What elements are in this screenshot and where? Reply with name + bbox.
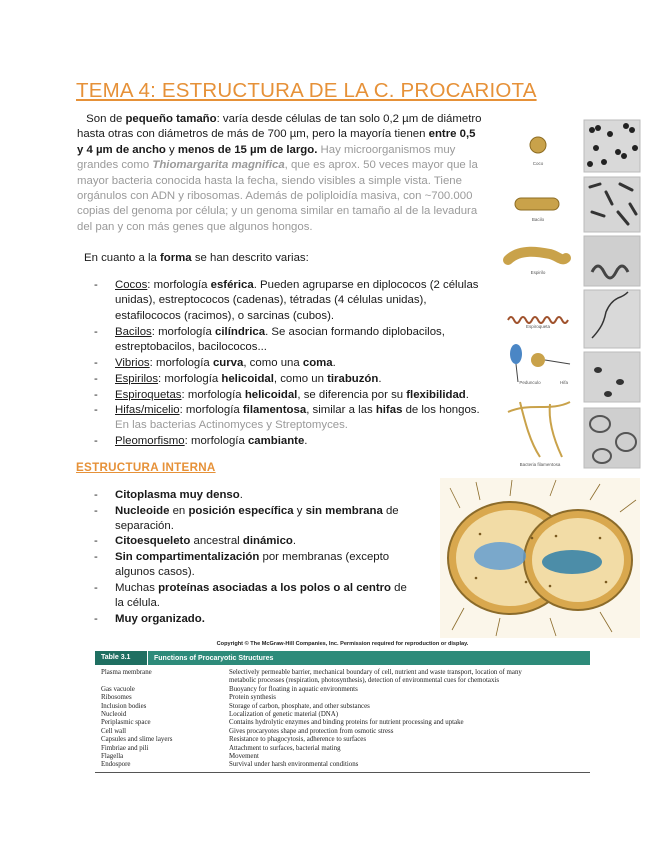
text: de: [391, 582, 407, 594]
structure-name: Plasma membrane: [101, 669, 152, 676]
forma-intro: [84, 251, 309, 266]
list-item-espiroquetas: [115, 388, 469, 403]
text: flexibilidad: [406, 389, 466, 401]
hifa-line: [545, 360, 570, 364]
hifa-label: Hifa: [559, 380, 569, 385]
text: esférica: [210, 279, 254, 291]
structure-function: Protein synthesis: [229, 694, 276, 702]
table-row: [95, 753, 590, 761]
table-heading: Functions of Procaryotic Structures: [154, 654, 274, 662]
espirilo-label: Espirilo: [530, 270, 546, 275]
text: .: [304, 435, 308, 447]
text: Thiomargarita magnifica: [152, 159, 285, 172]
text: copias del genoma por célula; y un genoma similar en tamaño al de la levadura: [77, 205, 478, 218]
structure-name: [95, 677, 229, 685]
list-item-pleomorfismo: [115, 434, 307, 449]
text: filamentosa: [242, 404, 307, 416]
bullet: -: [94, 326, 98, 338]
text: curva: [212, 357, 244, 369]
text: Pleomorfismo: [115, 435, 185, 447]
structure-function: Survival under harsh environmental conditions: [229, 761, 359, 769]
table-row: [95, 669, 590, 677]
espiroqueta-drawing: [508, 317, 568, 323]
structure-name: Cell wall: [101, 727, 127, 735]
structure-function: Gives procaryotes shape and protection from osmotic stress: [229, 727, 394, 735]
table-tag: Table 3.1: [95, 651, 148, 665]
list-item: [115, 550, 389, 581]
text: .: [465, 389, 469, 401]
text: de: [382, 505, 399, 517]
bullet: -: [94, 489, 98, 501]
list-item-hifas: [115, 403, 480, 434]
table-bottom-rule: [95, 772, 590, 773]
pedunculo-label: Pedunculo: [519, 380, 541, 385]
text: : varía desde células de tan solo 0,2 µm de diámetro: [216, 113, 482, 125]
hifa-bud: [531, 353, 545, 367]
text: mayor bacteria conocida hasta la fecha, siendo visibles a simple vista. Tiene: [77, 174, 462, 187]
pedunculo-stalk: [516, 364, 518, 382]
text: . Pueden agruparse en diplococos (2 células: [253, 279, 479, 291]
nucleoid-left: [474, 542, 526, 570]
text: entre 0,5: [428, 128, 476, 141]
text: forma: [160, 252, 192, 264]
structure-function: Movement: [229, 753, 259, 761]
structure-function: Localization of genetic material (DNA): [229, 711, 339, 719]
text: y: [293, 505, 306, 517]
bullet: -: [94, 582, 98, 594]
bullet: -: [94, 389, 98, 401]
bullet: -: [94, 435, 98, 447]
table-row: [95, 761, 590, 769]
text: estafilococos (racimos), o sarcinas (cubos).: [115, 309, 335, 322]
text: Hay microorganismos muy: [317, 143, 456, 156]
text: cilíndrica: [215, 326, 266, 338]
text: Hifas/micelio: [115, 404, 180, 416]
text: : morfología: [179, 404, 243, 416]
bacilo-drawing: [515, 198, 559, 210]
text: .: [378, 373, 382, 385]
table-row: [95, 703, 590, 711]
pedunculo-drawing: [510, 344, 522, 364]
text: coma: [302, 357, 333, 369]
structure-function: Storage of carbon, phosphate, and other substances: [229, 702, 370, 710]
text: y: [165, 143, 178, 156]
table-row: [95, 686, 590, 694]
text: En cuanto a la: [84, 252, 160, 264]
structure-name: Inclusion bodies: [101, 702, 147, 710]
text: : morfología: [158, 373, 222, 385]
table-row: [95, 719, 590, 727]
text: unidas), estreptococos (cadenas), tétradas (4 células unidas),: [115, 294, 427, 307]
bullet: -: [94, 404, 98, 416]
structure-function: Contains hydrolytic enzymes and binding proteins for nutrient processing and uptake: [229, 719, 464, 727]
micrograph-hifas: [584, 352, 640, 402]
text: cambiante: [247, 435, 305, 447]
structure-name: Gas vacuole: [101, 685, 135, 693]
bullet: -: [94, 535, 98, 547]
text: hasta otras con diámetros de más de 700 µm, pero la mayoría tienen: [77, 128, 429, 141]
table-row: [95, 677, 590, 685]
text: y 4 µm de ancho: [77, 143, 166, 156]
text: separación.: [115, 520, 174, 533]
intro-paragraph: [77, 112, 513, 235]
cell-structure-figure: [440, 478, 640, 638]
list-item: [115, 488, 243, 503]
text: la célula.: [115, 597, 160, 610]
table-row: [95, 711, 590, 719]
text: : morfología: [151, 326, 216, 338]
list-item-vibrios: [115, 356, 336, 371]
table-row: [95, 728, 590, 736]
bullet: -: [94, 279, 98, 291]
filamentosa-drawing: [508, 402, 570, 457]
espirilo-drawing: [508, 252, 566, 260]
text: , se diferencia por su: [297, 389, 407, 401]
list-item: [115, 581, 407, 612]
structure-name: Capsules and slime layers: [101, 736, 173, 744]
text: Sin compartimentalización: [115, 551, 260, 563]
bullet: -: [94, 357, 98, 369]
text: algunos casos).: [115, 566, 195, 579]
text: por membranas (excepto: [259, 551, 390, 563]
text: estreptobacilos, bacilococos...: [115, 341, 267, 354]
table-body: [95, 665, 590, 770]
text: sin membrana: [305, 505, 383, 517]
structure-name: Fimbriae and pili: [101, 744, 149, 752]
copyright-note: Copyright © The McGraw-Hill Companies, Inc. Permission required for reproduction or display.: [216, 641, 469, 647]
text: ancestral: [190, 535, 243, 547]
text: orgánulos con ADN y ribosomas. Además de poliploidía masiva, con ~700.000: [77, 190, 473, 203]
list-item: Muy organizado.: [115, 613, 205, 625]
structure-name: Ribosomes: [101, 694, 132, 702]
list-item: [115, 504, 399, 535]
text: .: [332, 357, 336, 369]
espiroqueta-label: Espiroqueta: [525, 324, 551, 329]
filamentosa-label: Bacteria filamentosa: [519, 462, 561, 467]
text: Bacilos: [115, 326, 152, 338]
text: Citoesqueleto: [115, 535, 191, 547]
text: pequeño tamaño: [125, 113, 217, 125]
structure-function: Selectively permeable barrier, mechanical boundary of cell, nutrient and waste transport, location of many: [229, 669, 522, 676]
text: : morfología: [149, 357, 213, 369]
text: helicoidal: [221, 373, 274, 385]
text: en: [169, 505, 189, 517]
text: , que es aprox. 50 veces mayor que la: [284, 159, 478, 172]
bullet: -: [94, 613, 98, 625]
bacterial-shapes-figure: [500, 112, 650, 472]
text: . Se asocian formando diplobacilos,: [265, 326, 445, 338]
text: de los hongos.: [402, 404, 480, 416]
text: helicoidal: [244, 389, 298, 401]
text: del pan y con más genes que algunos hongos.: [77, 220, 313, 233]
text: : morfología: [147, 279, 211, 291]
text: Son de: [86, 113, 126, 125]
text: tirabuzón: [327, 373, 379, 385]
text: Cocos: [115, 279, 148, 291]
bullet: -: [94, 505, 98, 517]
bullet: -: [94, 373, 98, 385]
text: Espiroquetas: [115, 389, 182, 401]
text: Vibrios: [115, 357, 150, 369]
structure-function: Buoyancy for floating in aquatic environments: [229, 685, 358, 693]
text: , como un: [273, 373, 328, 385]
structure-name: Nucleoid: [101, 711, 127, 719]
structure-name: Flagella: [101, 753, 124, 761]
coco-drawing: [530, 137, 546, 153]
text: .: [239, 489, 243, 501]
bacilo-label: Bacilo: [531, 217, 545, 222]
coco-label: Coco: [532, 161, 544, 166]
text: , como una: [243, 357, 303, 369]
text: se han descrito varias:: [191, 252, 309, 264]
list-item-espirilos: [115, 372, 382, 387]
structure-function: Attachment to surfaces, bacterial mating: [229, 744, 341, 752]
micrograph-filamentosa: [584, 408, 640, 468]
text: proteínas asociadas a los polos o al centro: [158, 582, 392, 594]
text: hifas: [375, 404, 403, 416]
structure-function: metabolic processes (respiration, photosynthesis), detection of environmental cues for chemotaxis: [229, 677, 499, 685]
text: posición específica: [188, 505, 294, 517]
list-item-cocos: [115, 278, 505, 324]
text: grandes como: [77, 159, 153, 172]
page-title: TEMA 4: ESTRUCTURA DE LA C. PROCARIOTA: [76, 79, 537, 102]
structure-name: Periplasmic space: [101, 719, 151, 727]
list-item-bacilos: [115, 325, 505, 356]
text: En las bacterias Actinomyces y Streptomyces.: [115, 419, 348, 432]
text: : morfología: [184, 435, 248, 447]
micrograph-espiroquetas: [584, 290, 640, 348]
text: dinámico: [242, 535, 293, 547]
list-item: [115, 534, 296, 549]
text: menos de 15 µm de largo.: [177, 143, 318, 156]
table-row: [95, 736, 590, 744]
table-row: [95, 694, 590, 702]
table-header: [95, 651, 590, 665]
text: Citoplasma muy denso: [115, 489, 240, 501]
structure-name: Endospore: [101, 761, 131, 769]
section-title: ESTRUCTURA INTERNA: [76, 461, 216, 474]
table-row: [95, 745, 590, 753]
bullet: -: [94, 551, 98, 563]
procaryotic-functions-table: [95, 641, 590, 773]
text: Espirilos: [115, 373, 159, 385]
nucleoid-right: [542, 550, 602, 574]
text: .: [292, 535, 297, 547]
text: Nucleoide: [115, 505, 170, 517]
text: Muchas: [115, 582, 159, 594]
text: : morfología: [181, 389, 245, 401]
structure-function: Resistance to phagocytosis, adherence to surfaces: [229, 736, 366, 744]
text: , similar a las: [306, 404, 376, 416]
